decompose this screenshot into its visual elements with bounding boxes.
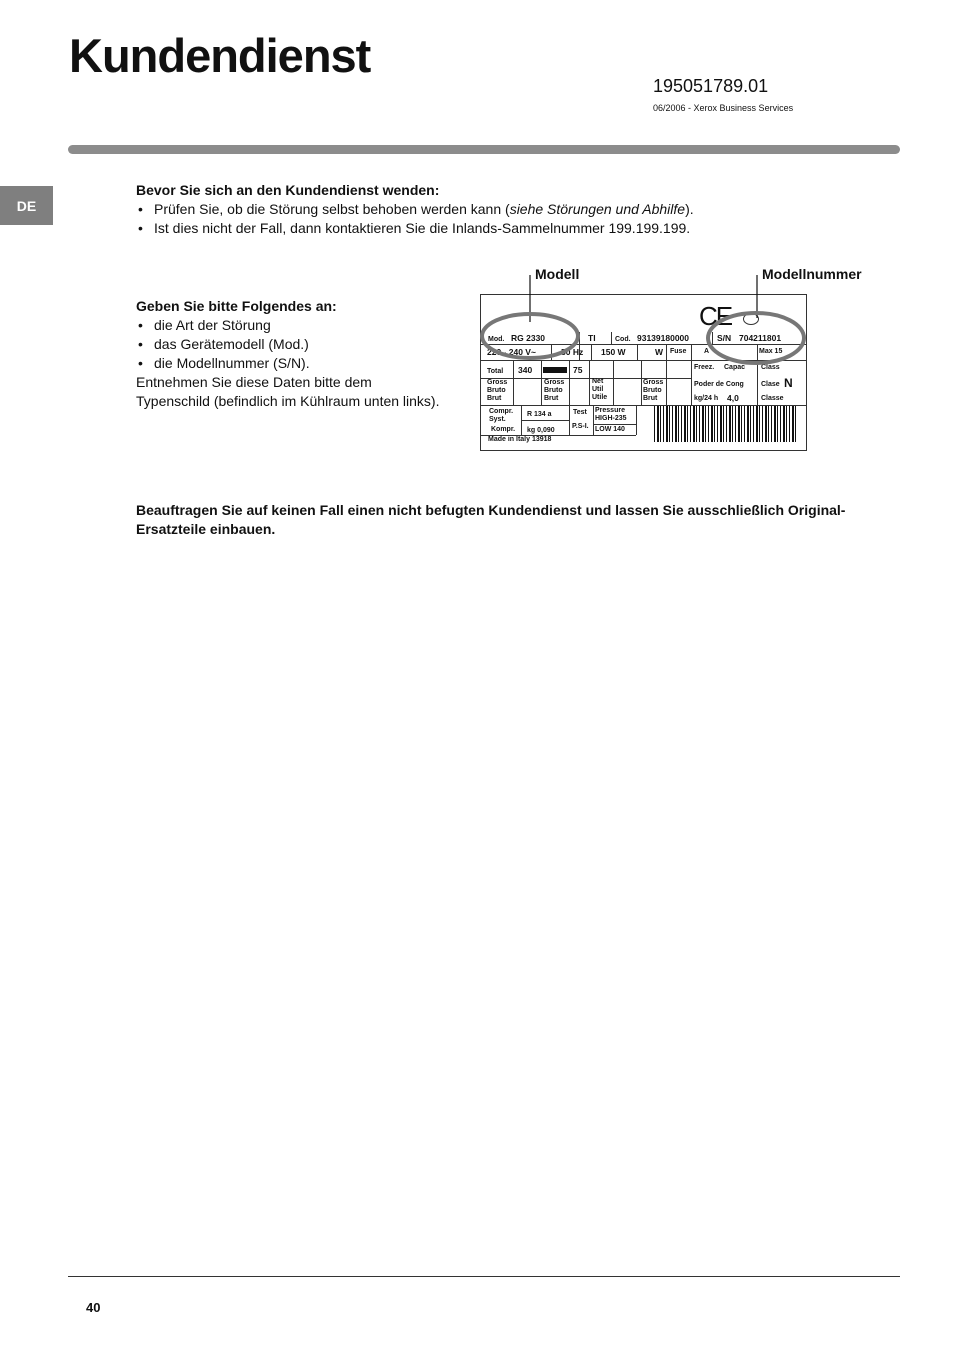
power: 150 W (601, 347, 626, 357)
gross-label: Gross Bruto Brut (544, 379, 565, 402)
document-number: 195051789.01 (653, 76, 769, 96)
kg24-value: 4,0 (727, 393, 739, 403)
voltage: 220 - 240 V~ (487, 347, 536, 357)
frequency: 50 Hz (561, 347, 584, 357)
kg24-label: kg/24 h (694, 395, 719, 402)
sn-value: 704211801 (739, 333, 782, 343)
mod-label: Mod. (488, 336, 505, 343)
list-item: • die Modellnummer (S/N). (136, 354, 446, 373)
classe-label: Classe (761, 395, 784, 402)
recycling-icon (743, 313, 759, 325)
before-contact-heading: Bevor Sie sich an den Kundendienst wenden: (136, 182, 440, 198)
page-number: 40 (86, 1300, 101, 1315)
pressure-low: LOW 140 (595, 426, 625, 433)
before-contact-list (136, 200, 856, 238)
net-label: Net Util Utile (592, 378, 608, 401)
provide-info-heading: Geben Sie bitte Folgendes an: (136, 298, 337, 314)
poder-label: Poder de Cong (694, 381, 744, 388)
list-item-text: Prüfen Sie, ob die Störung selbst behoben werden kann ( (154, 201, 510, 217)
list-item (136, 200, 856, 219)
model-callout-label: Modell (535, 266, 580, 282)
gross-label: Gross Bruto Brut (487, 379, 508, 402)
serial-callout-label: Modellnummer (762, 266, 862, 282)
barcode (654, 406, 796, 442)
clase-label: Clase (761, 381, 780, 388)
capac-label: Capac (724, 364, 746, 371)
fuse-label: Fuse (670, 348, 687, 355)
provide-info-note: Entnehmen Sie diese Daten bitte dem Typenschild (befindlich im Kühlraum unten links). (136, 374, 440, 409)
rating-plate (480, 294, 807, 451)
cod-value: 93139180000 (637, 333, 690, 343)
max-label: Max 15 (759, 348, 783, 355)
header-rule (68, 145, 900, 154)
provide-info-section (136, 297, 446, 411)
provide-info-list (136, 316, 446, 373)
reference-text: siehe Störungen und Abhilfe (509, 201, 686, 217)
ce-mark: CE (699, 301, 732, 331)
total-value-2: 75 (573, 365, 583, 375)
psi-label: P.S-I. (572, 423, 589, 430)
star-icon (543, 367, 567, 373)
mod-value: RG 2330 (511, 333, 546, 343)
warning-text: Beauftragen Sie auf keinen Fall einen nicht befugten Kundendienst und lassen Sie ausschließlich Original-Ersatzteile einbauen. (136, 502, 846, 537)
ti-label: TI (588, 333, 596, 343)
pressure-high: Pressure HIGH-235 (595, 407, 627, 422)
freez-label: Freez. (694, 364, 715, 371)
refrigerant: R 134 a (527, 411, 552, 418)
power-unit: W (655, 347, 664, 357)
kompr-label: Kompr. (491, 426, 516, 433)
made-in: Made in Italy 13918 (488, 436, 552, 443)
footer-rule (68, 1276, 900, 1277)
list-item: • das Gerätemodell (Mod.) (136, 335, 446, 354)
sn-label: S/N (717, 333, 732, 343)
fuse-unit: A (704, 348, 710, 355)
cod-label: Cod. (615, 336, 631, 343)
page-title: Kundendienst (69, 29, 371, 82)
list-item: • die Art der Störung (136, 316, 446, 335)
language-tab: DE (0, 186, 53, 225)
list-item-text: ). (685, 201, 694, 217)
total-label: Total (487, 368, 504, 375)
list-item: • Ist dies nicht der Fall, dann kontaktieren Sie die Inlands-Sammelnummer 199.199.199. (136, 219, 856, 238)
gross-label: Gross Bruto Brut (643, 379, 664, 402)
refrigerant-weight: kg 0,090 (527, 427, 555, 434)
class-label: Class (761, 364, 780, 371)
compr-syst-label: Compr. Syst. (489, 408, 514, 423)
test-label: Test (573, 409, 587, 416)
total-value: 340 (518, 365, 533, 375)
document-meta: 06/2006 - Xerox Business Services (653, 103, 794, 113)
clase-value: N (784, 376, 793, 390)
before-contact-section (136, 181, 856, 238)
